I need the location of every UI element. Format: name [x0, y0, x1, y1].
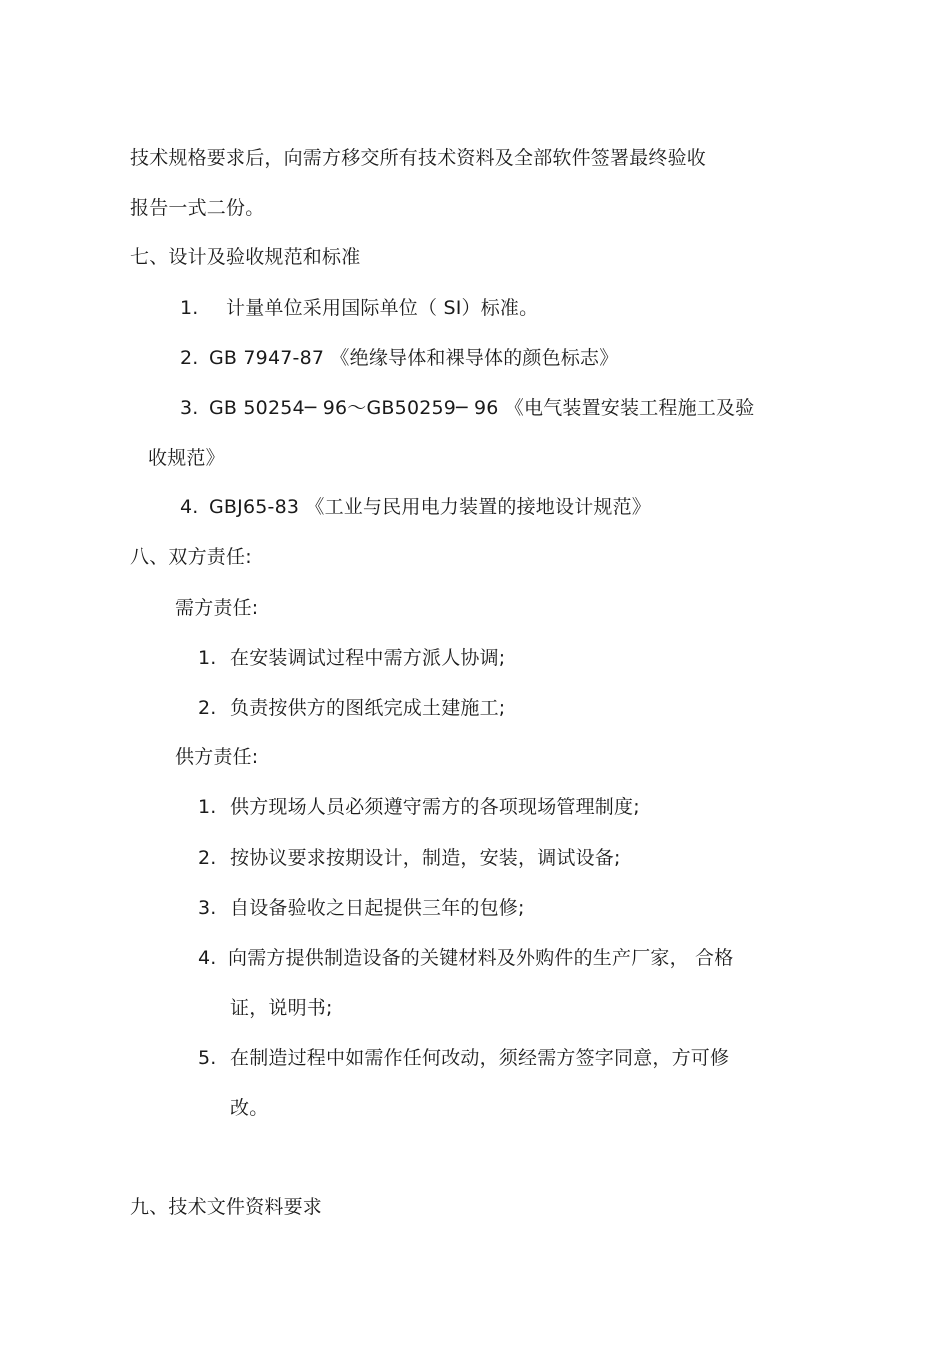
section-7-heading: 七、设计及验收规范和标准	[130, 246, 361, 268]
item-text: GB 7947-87 《绝缘导体和裸导体的颜色标志》	[209, 347, 619, 369]
supplier-item-5-continuation: 改。	[230, 1097, 269, 1119]
supplier-item-2	[198, 845, 621, 871]
item-text: GB 50254─ 96～GB50259─ 96 《电气装置安装工程施工及验	[209, 397, 755, 419]
item-text: 自设备验收之日起提供三年的包修;	[230, 897, 525, 919]
item-number: 1.	[198, 796, 217, 818]
item-number: 3.	[180, 397, 199, 419]
item-text: 按协议要求按期设计，制造，安装，调试设备;	[230, 847, 621, 869]
sec7-item-3-continuation: 收规范》	[148, 447, 225, 469]
item-number: 2.	[180, 347, 199, 369]
buyer-item-1	[198, 645, 505, 671]
sec7-item-1	[180, 295, 538, 321]
sec7-item-2	[180, 345, 618, 371]
item-number: 2.	[198, 847, 217, 869]
item-text: GBJ65-83 《工业与民用电力装置的接地设计规范》	[209, 496, 652, 518]
supplier-item-5	[198, 1045, 729, 1071]
sec7-item-4	[180, 494, 651, 520]
supplier-item-4	[198, 945, 733, 971]
intro-line-2: 报告一式二份。	[130, 197, 265, 219]
item-text: 计量单位采用国际单位（ SI）标准。	[226, 297, 539, 319]
item-number: 4.	[198, 947, 217, 969]
supplier-heading: 供方责任:	[175, 746, 259, 768]
supplier-item-4-continuation: 证，说明书;	[230, 997, 333, 1019]
section-9-heading: 九、技术文件资料要求	[130, 1196, 323, 1218]
item-text: 向需方提供制造设备的关键材料及外购件的生产厂家， 合格	[228, 947, 734, 969]
intro-line-1: 技术规格要求后，向需方移交所有技术资料及全部软件签署最终验收	[130, 147, 707, 169]
buyer-heading: 需方责任:	[175, 597, 259, 619]
item-number: 2.	[198, 697, 217, 719]
item-number: 3.	[198, 897, 217, 919]
item-text: 在安装调试过程中需方派人协调;	[230, 647, 506, 669]
item-number: 5.	[198, 1047, 217, 1069]
section-8-heading: 八、双方责任:	[130, 546, 252, 568]
item-text: 供方现场人员必须遵守需方的各项现场管理制度;	[230, 796, 640, 818]
sec7-item-3	[180, 395, 754, 421]
item-number: 4.	[180, 496, 199, 518]
buyer-item-2	[198, 695, 505, 721]
item-text: 负责按供方的图纸完成土建施工;	[230, 697, 506, 719]
item-number: 1.	[180, 297, 199, 319]
supplier-item-1	[198, 794, 640, 820]
supplier-item-3	[198, 895, 525, 921]
item-text: 在制造过程中如需作任何改动，须经需方签字同意，方可修	[230, 1047, 730, 1069]
item-number: 1.	[198, 647, 217, 669]
